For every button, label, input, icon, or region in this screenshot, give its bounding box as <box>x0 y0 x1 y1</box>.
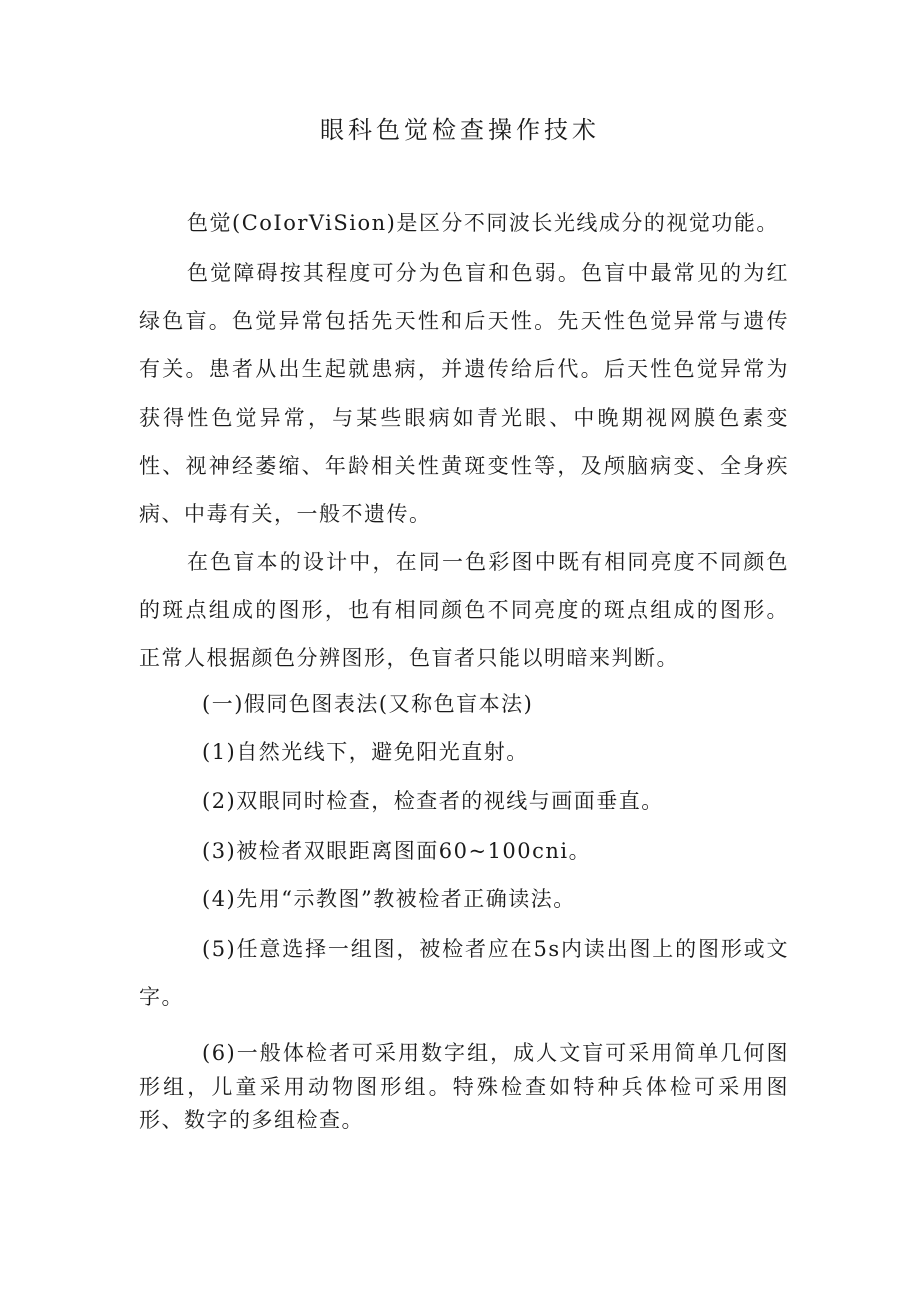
step-item-1: (1)自然光线下，避免阳光直射。 <box>202 740 529 764</box>
section-heading-pseudoisochromatic: (一)假同色图表法(又称色盲本法) <box>202 692 534 716</box>
step-item-3: (3)被检者双眼距离图面60~100cni。 <box>202 839 592 863</box>
step-item-5: (5)任意选择一组图，被检者应在5s内读出图上的图形或文字。 <box>139 937 789 1010</box>
step-item-2: (2)双眼同时检查，检查者的视线与画面垂直。 <box>202 789 664 813</box>
step-item-4: (4)先用“示教图”教被检者正确读法。 <box>202 887 576 911</box>
paragraph-color-vision-disorders: 色觉障碍按其程度可分为色盲和色弱。色盲中最常见的为红绿色盲。色觉异常包括先天性和后天性。先天性色觉异常与遗传有关。患者从出生起就患病，并遗传给后代。后天性色觉异常为获得性色觉异常，与某些眼病如青光眼、中晚期视网膜色素变性、视神经萎缩、年龄相关性黄斑变性等，及颅脑病变、全身疾病、中毒有关，一般不遗传。 <box>139 261 789 527</box>
paragraph-definition: 色觉(CoIorViSion)是区分不同波长光线成分的视觉功能。 <box>187 211 779 235</box>
step-item-6: (6)一般体检者可采用数字组，成人文盲可采用简单几何图形组，儿童采用动物图形组。特殊检查如特种兵体检可采用图形、数字的多组检查。 <box>139 1041 789 1132</box>
page-title: 眼科色觉检查操作技术 <box>320 116 600 144</box>
paragraph-test-book-design: 在色盲本的设计中，在同一色彩图中既有相同亮度不同颜色的斑点组成的图形，也有相同颜色不同亮度的斑点组成的图形。正常人根据颜色分辨图形，色盲者只能以明暗来判断。 <box>139 550 789 671</box>
